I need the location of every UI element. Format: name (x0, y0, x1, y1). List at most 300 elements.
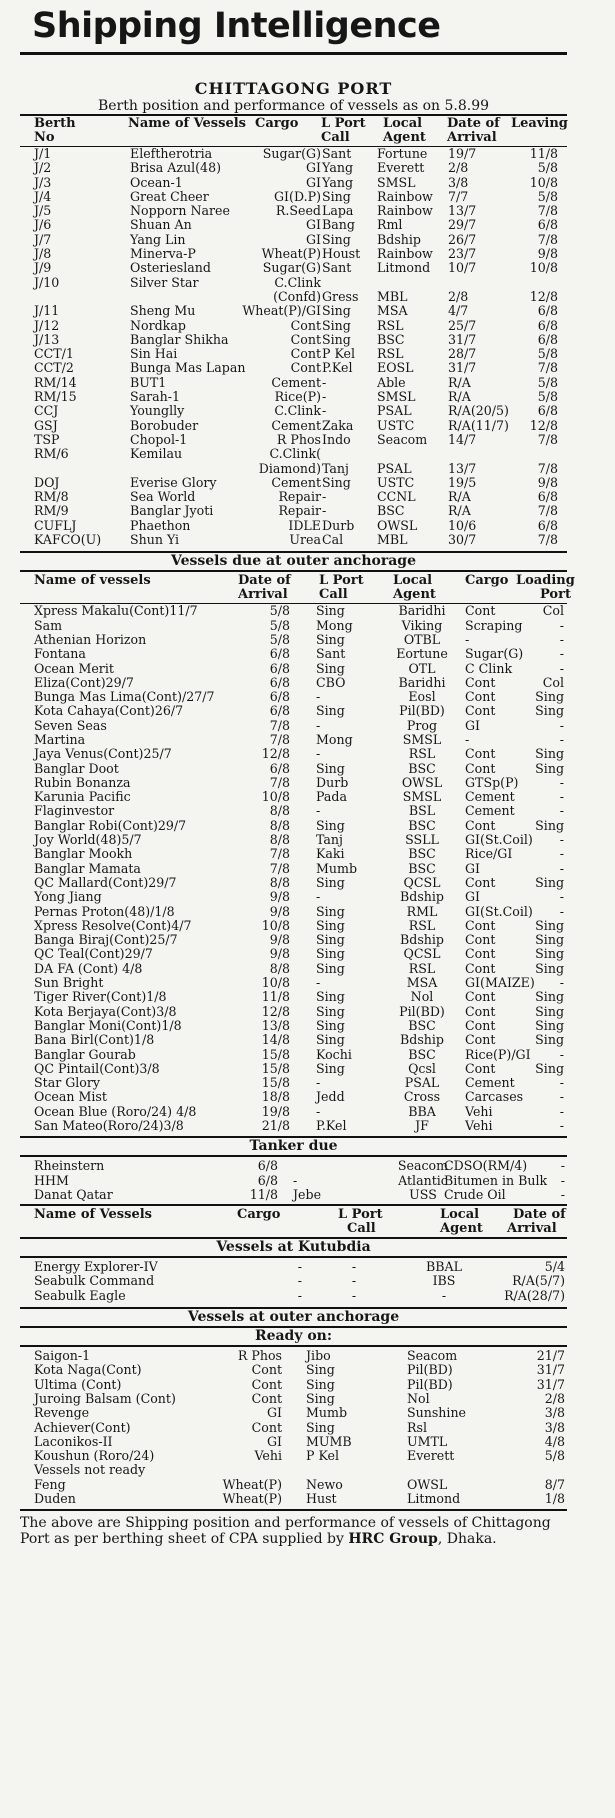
table-row (20, 419, 567, 433)
cell-loading-port: Sing (535, 960, 564, 976)
cell-lport: Sing (322, 331, 351, 347)
cell-vessel: Nordkap (130, 317, 186, 333)
cell-agent: Pil(BD) (399, 703, 445, 719)
cell-cargo: Wheat(P) (261, 246, 321, 262)
cell-cargo: R Phos (237, 1348, 282, 1364)
cell-vessel: QC Pintail(Cont)3/8 (34, 1060, 160, 1076)
table-row (20, 504, 567, 518)
cell-cargo: Cont (465, 746, 496, 762)
table-row (20, 161, 567, 175)
cell-date: 21/7 (536, 1348, 565, 1364)
cell-vessel: Juroing Balsam (Cont) (34, 1390, 176, 1406)
cell-lport: Sing (316, 960, 345, 976)
cell-vessel: Kota Naga(Cont) (34, 1362, 142, 1378)
cell-lport: Sant (316, 646, 346, 662)
cell-loading-port: Col (542, 674, 564, 690)
cell-arrival: 28/7 (448, 346, 477, 362)
cell-vessel: DA FA (Cont) 4/8 (34, 960, 143, 976)
cell-agent: Seacom (377, 431, 428, 447)
cell-lport: P.Kel (316, 1118, 347, 1133)
cell-lport: - (351, 1273, 357, 1289)
cell-loading-port: - (559, 846, 564, 862)
footer-tail: , Dhaka. (437, 1531, 497, 1548)
cell-vessel: Ocean Merit (34, 660, 114, 676)
cell-lport: Houst (322, 246, 361, 262)
cell-agent: SMSL (402, 789, 442, 805)
cell-leaving: 9/8 (537, 246, 558, 262)
table-row (20, 1449, 567, 1463)
cell-date: 21/8 (261, 1118, 290, 1133)
cell-arrival: R/A (448, 389, 471, 405)
table-row (20, 919, 567, 933)
cell-lport: - (322, 389, 327, 405)
cell-cargo: - (297, 1273, 302, 1289)
cell-loading-port: - (559, 803, 564, 819)
table-row (20, 1274, 567, 1288)
table-row (20, 204, 567, 218)
cell-loading-port: Sing (535, 746, 564, 762)
cell-vessel: Borobuder (130, 417, 199, 433)
section-title-outer: Vessels due at outer anchorage (20, 551, 567, 572)
section-title-at-outer: Vessels at outer anchorage (20, 1307, 567, 1328)
cell-lport: Sing (316, 932, 345, 948)
cell-berth: KAFCO(U) (34, 532, 102, 548)
cell-lport: Sing (322, 188, 351, 204)
report-subtitle: Berth position and performance of vessels as on 5.8.99 (97, 98, 490, 114)
cell-berth: RM/8 (34, 489, 69, 505)
cell-date: 6/8 (269, 703, 290, 719)
cell-agent: OTBL (403, 631, 441, 647)
cell-loading-port: Sing (535, 874, 564, 890)
cell-agent: OWSL (377, 517, 418, 533)
cell-loading-port: Sing (535, 946, 564, 962)
cell-lport: - (322, 503, 327, 519)
cell-vessel: Banglar Doot (34, 760, 119, 776)
cell-vessel: Yang Lin (130, 231, 186, 247)
cell-vessel: Ocean-1 (130, 174, 183, 190)
cell-vessel: BUT1 (130, 374, 167, 390)
cell-vessel: Silver Star (130, 274, 199, 290)
cell-agent: MBL (377, 288, 408, 304)
section-title-tanker: Tanker due (20, 1136, 567, 1157)
cell-arrival: 29/7 (448, 217, 477, 233)
cell-lport: P.Kel (322, 360, 353, 376)
cell-loading-port: - (559, 660, 564, 676)
header-agent: Local (383, 116, 423, 131)
cell-loading-port: - (559, 889, 564, 905)
cell-agent: OTL (408, 660, 436, 676)
cell-agent: PSAL (404, 1075, 440, 1091)
cell-vessel: Joy World(48)5/7 (34, 832, 142, 848)
cell-lport: Sing (316, 1032, 345, 1048)
cell-cargo: GI (266, 1405, 282, 1421)
table-row (20, 233, 567, 247)
cell-agent: Rml (377, 217, 403, 233)
cell-cargo: Cont (465, 674, 496, 690)
cell-vessel: Kota Berjaya(Cont)3/8 (34, 1003, 177, 1019)
cell-leaving: 6/8 (537, 303, 558, 319)
cell-arrival: 2/8 (448, 160, 469, 176)
cell-date: 7/8 (269, 717, 290, 733)
cell-cargo: Rice/GI (465, 846, 513, 862)
cell-cargo: Cont (251, 1419, 282, 1435)
cell-vessel: QC Mallard(Cont)29/7 (34, 874, 177, 890)
cell-leaving: 7/8 (537, 460, 558, 476)
cell-agent: SMSL (377, 389, 416, 405)
cell-agent: MSA (406, 975, 438, 991)
cell-cargo: Vehi (465, 1118, 493, 1133)
header-lport-call: Call (321, 130, 350, 145)
table-row (20, 247, 567, 261)
cell-cargo: R Phos (276, 431, 321, 447)
header-agent-2: Agent (440, 1221, 483, 1237)
cell-date: R/A(5/7) (512, 1273, 565, 1289)
outer-table (20, 604, 567, 1133)
cell-date: 31/7 (536, 1362, 565, 1378)
cell-vessel: Banglar Robi(Cont)29/7 (34, 817, 187, 833)
cell-lport: Mumb (316, 860, 358, 876)
cell-cargo: C Clink (465, 660, 513, 676)
cell-agent: Seacom (397, 1158, 449, 1174)
cell-vessel: Younglly (130, 403, 185, 419)
cell-agent: Baridhi (398, 603, 446, 619)
cell-vessel: Tiger River(Cont)1/8 (34, 989, 167, 1005)
header-berth: Berth (34, 116, 76, 131)
cell-vessel: Banglar Jyoti (130, 503, 214, 519)
cell-agent: Viking (401, 617, 443, 633)
header-lport: L Port (338, 1207, 383, 1223)
cell-date: 5/8 (269, 631, 290, 647)
footer-text: The above are Shipping position and performance of vessels of Chittagong Port as per berthing sheet of CPA supplied by (20, 1515, 551, 1548)
cell-agent: Cross (403, 1089, 441, 1105)
cell-date: 18/8 (261, 1089, 290, 1105)
cell-lport: Mumb (306, 1405, 348, 1421)
cell-vessel: Seven Seas (34, 717, 107, 733)
cell-agent: USTC (377, 474, 415, 490)
cell-leaving: 7/8 (537, 203, 558, 219)
cell-lport: Bang (322, 217, 355, 233)
cell-leaving: 12/8 (529, 417, 558, 433)
cell-date: 6/8 (257, 1158, 278, 1174)
cell-lport: Sing (306, 1419, 335, 1435)
cell-agent: OWSL (407, 1476, 448, 1492)
table-row (20, 361, 567, 375)
cell-lport: Durb (316, 774, 349, 790)
table-row (20, 704, 567, 718)
cell-cargo: - (297, 1287, 302, 1303)
cell-lport: Sing (322, 303, 351, 319)
header-lport-call: Call (319, 587, 348, 603)
table-row (20, 776, 567, 790)
cell-berth: J/5 (34, 203, 52, 219)
table-row (20, 190, 567, 204)
cell-date: 12/8 (261, 1003, 290, 1019)
cell-leaving: 6/8 (537, 517, 558, 533)
cell-date: 11/8 (249, 1186, 278, 1202)
table-row (20, 990, 567, 1004)
cell-lport: Sing (322, 474, 351, 490)
cell-agent: Seacom (407, 1348, 458, 1364)
table-row (20, 1019, 567, 1033)
cell-leaving: 5/8 (537, 188, 558, 204)
table-row (20, 862, 567, 876)
table-row (20, 447, 567, 461)
cell-agent: Rainbow (377, 203, 433, 219)
cell-cargo: Cement (465, 1075, 515, 1091)
table-row (20, 733, 567, 747)
cell-cargo: C.Clink( (269, 446, 321, 462)
cell-berth: J/3 (34, 174, 52, 190)
cell-agent: UMTL (407, 1433, 448, 1449)
cell-vessel: Karunia Pacific (34, 789, 131, 805)
cell-lport: Sing (316, 603, 345, 619)
footer-note (20, 1515, 567, 1547)
cell-leaving: 10/8 (529, 174, 558, 190)
cell-lport: Sing (316, 917, 345, 933)
table-row (20, 1048, 567, 1062)
cell-cargo: GI(MAIZE) (465, 975, 535, 991)
header-lport: L Port (319, 573, 364, 589)
cell-date: 9/8 (269, 889, 290, 905)
cell-berth: J/10 (34, 274, 60, 290)
cell-arrival: 10/6 (448, 517, 477, 533)
table-row (20, 390, 567, 404)
cell-vessel: Ultima (Cont) (34, 1376, 122, 1392)
cell-arrival: 26/7 (448, 231, 477, 247)
cell-agent: USS (409, 1186, 437, 1202)
table-row (20, 1378, 567, 1392)
cell-cargo: Cement (465, 789, 515, 805)
cell-cargo: GI(St.Coil) (465, 903, 533, 919)
cell-vessel: Great Cheer (130, 188, 209, 204)
cell-berth: RM/14 (34, 374, 77, 390)
cell-lport: Tanj (316, 832, 343, 848)
table-row (20, 876, 567, 890)
table-row (20, 519, 567, 533)
cell-arrival: 31/7 (448, 360, 477, 376)
cell-cargo: Vehi (465, 1103, 493, 1119)
cell-lport: Sing (316, 760, 345, 776)
cell-vessel: Yong Jiang (34, 889, 102, 905)
cell-date: 8/8 (269, 960, 290, 976)
cell-leaving: 5/8 (537, 389, 558, 405)
cell-loading-port: - (559, 903, 564, 919)
cell-date: R/A(28/7) (504, 1287, 565, 1303)
table-row (20, 1090, 567, 1104)
cell-agent: Baridhi (398, 674, 446, 690)
cell-agent: BSC (408, 817, 436, 833)
cell-date: 14/8 (261, 1032, 290, 1048)
cell-cargo: Repair (278, 489, 321, 505)
cell-vessel: Kota Cahaya(Cont)26/7 (34, 703, 184, 719)
cell-agent: Eosl (408, 689, 436, 705)
cell-lport: Lapa (322, 203, 354, 219)
cell-arrival: 7/7 (448, 188, 469, 204)
cell-loading-port: Sing (535, 917, 564, 933)
cell-vessel: Sin Hai (130, 346, 178, 362)
cell-agent: CCNL (377, 489, 416, 505)
cell-vessel: Kemilau (130, 446, 183, 462)
cell-vessel: Duden (34, 1491, 76, 1507)
cell-cargo: (Confd) (273, 288, 321, 304)
header-leaving: Leaving (511, 116, 568, 131)
cell-agent: QCSL (403, 946, 441, 962)
cell-arrival: 31/7 (448, 331, 477, 347)
cell-agent: RSL (408, 746, 436, 762)
cell-agent: PSAL (377, 460, 412, 476)
cell-agent: MBL (377, 532, 408, 548)
cell-date: 5/4 (544, 1259, 565, 1275)
cell-vessel: HHM (34, 1172, 69, 1188)
cell-cargo: Cont (290, 346, 321, 362)
cell-vessel: Xpress Resolve(Cont)4/7 (34, 917, 192, 933)
table-row (20, 333, 567, 347)
cell-vessel: Star Glory (34, 1075, 101, 1091)
table-row (20, 1159, 567, 1173)
cell-lport: CBO (316, 674, 346, 690)
cell-extra: - (560, 1186, 565, 1202)
cell-cargo: Cont (465, 960, 496, 976)
table-row (20, 1105, 567, 1119)
cell-loading-port: - (559, 646, 564, 662)
cell-agent: Able (377, 374, 406, 390)
cell-lport: Sing (316, 817, 345, 833)
cell-vessel: Seabulk Eagle (34, 1287, 126, 1303)
cell-lport: MUMB (306, 1433, 352, 1449)
cell-vessel: Phaethon (130, 517, 191, 533)
cell-leaving: 6/8 (537, 403, 558, 419)
table-row (20, 790, 567, 804)
cell-date: 7/8 (269, 846, 290, 862)
table-row (20, 490, 567, 504)
cell-lport: - (351, 1287, 357, 1303)
cell-cargo: Sugar(G) (262, 146, 321, 161)
cell-arrival: 4/7 (448, 303, 469, 319)
cell-arrival: 25/7 (448, 317, 477, 333)
cell-agent: Eortune (396, 646, 448, 662)
cell-berth: J/12 (34, 317, 60, 333)
cell-agent: JF (415, 1118, 429, 1133)
cell-agent: BSC (377, 331, 405, 347)
cell-agent: BSC (408, 760, 436, 776)
cell-cargo: Cont (251, 1362, 282, 1378)
cell-cargo: Cement (465, 803, 515, 819)
header-vessel: Name of Vessels (128, 116, 246, 131)
cell-agent: Bdship (400, 1032, 444, 1048)
cell-cargo: Scraping (465, 617, 523, 633)
cell-agent: RSL (377, 346, 404, 362)
cell-cargo: Cont (465, 703, 496, 719)
cell-date: 19/8 (261, 1103, 290, 1119)
cell-cargo: GI (465, 717, 481, 733)
cell-lport: Sing (306, 1376, 335, 1392)
cell-vessel: Eleftherotria (130, 146, 213, 161)
cell-lport: Sing (316, 874, 345, 890)
cell-date: 2/8 (544, 1390, 565, 1406)
cell-date: 8/8 (269, 832, 290, 848)
cell-agent: Bdship (400, 889, 444, 905)
cell-agent: Pil(BD) (399, 1003, 445, 1019)
cell-agent: Prog (406, 717, 438, 733)
table-row (20, 319, 567, 333)
cell-vessel: Banga Biraj(Cont)25/7 (34, 932, 178, 948)
header-arrival: Date of (447, 116, 500, 131)
table-row (20, 676, 567, 690)
cell-berth: DOJ (34, 474, 60, 490)
cell-lport: - (316, 1075, 321, 1091)
table-row (20, 819, 567, 833)
cell-lport: Sing (316, 660, 345, 676)
cell-vessel: Vessels not ready (34, 1462, 146, 1478)
cell-lport: Sing (316, 1003, 345, 1019)
cell-agent: SSLL (405, 832, 439, 848)
cell-cargo: Repair (278, 503, 321, 519)
cell-vessel: Minerva-P (130, 246, 196, 262)
cell-cargo: Cement (271, 374, 321, 390)
cell-cargo: Cont (465, 932, 496, 948)
cell-extra: - (560, 1158, 565, 1174)
cell-agent: BSC (408, 1046, 436, 1062)
cell-vessel: Everise Glory (130, 474, 217, 490)
outer-table-header (20, 572, 575, 603)
header-loading-port: Port (540, 587, 571, 603)
table-row (20, 604, 567, 618)
cell-agent: MSA (377, 303, 408, 319)
cell-date: 7/8 (269, 860, 290, 876)
cell-vessel: Revenge (34, 1405, 90, 1421)
cell-date: 6/8 (269, 674, 290, 690)
cell-arrival: 2/8 (448, 288, 469, 304)
cell-date: 10/8 (261, 975, 290, 991)
cell-date: 12/8 (261, 746, 290, 762)
cell-lport: Mong (316, 731, 353, 747)
header-loading: Loading (516, 573, 575, 589)
cell-lport: - (351, 1259, 357, 1275)
table-row (20, 476, 567, 490)
table-row (20, 147, 567, 161)
cell-lport: Sing (316, 989, 345, 1005)
cell-date: 5/8 (269, 617, 290, 633)
cell-vessel: Eliza(Cont)29/7 (34, 674, 134, 690)
cell-agent: Pil(BD) (407, 1376, 453, 1392)
cell-arrival: 13/7 (448, 203, 477, 219)
newspaper-column (20, 0, 575, 1548)
cell-cargo: Cont (465, 989, 496, 1005)
table-row (20, 1392, 567, 1406)
cell-arrival: 10/7 (448, 260, 477, 276)
cell-vessel: Fontana (34, 646, 86, 662)
cell-cargo: Cont (465, 1060, 496, 1076)
cell-agent: OWSL (401, 774, 443, 790)
table-row (20, 962, 567, 976)
footer-source: HRC Group (348, 1531, 438, 1548)
cell-lport: P Kel (322, 346, 356, 362)
table-row (20, 1349, 567, 1363)
cell-loading-port: Sing (535, 817, 564, 833)
cell-cargo: Wheat(P)/GI (242, 303, 321, 319)
cell-loading-port: Sing (535, 1032, 564, 1048)
cell-vessel: Chopol-1 (130, 431, 188, 447)
cell-cargo: Cement (271, 417, 321, 433)
cell-loading-port: - (559, 1089, 564, 1105)
header-cargo: Cargo (237, 1207, 281, 1223)
cell-date: 11/8 (261, 989, 290, 1005)
kutubdia-table-header (20, 1206, 567, 1237)
cell-vessel: Xpress Makalu(Cont)11/7 (34, 603, 198, 619)
cell-date: 5/8 (269, 603, 290, 619)
cell-lport: Pada (316, 789, 347, 805)
cell-lport: Jibo (306, 1348, 331, 1364)
